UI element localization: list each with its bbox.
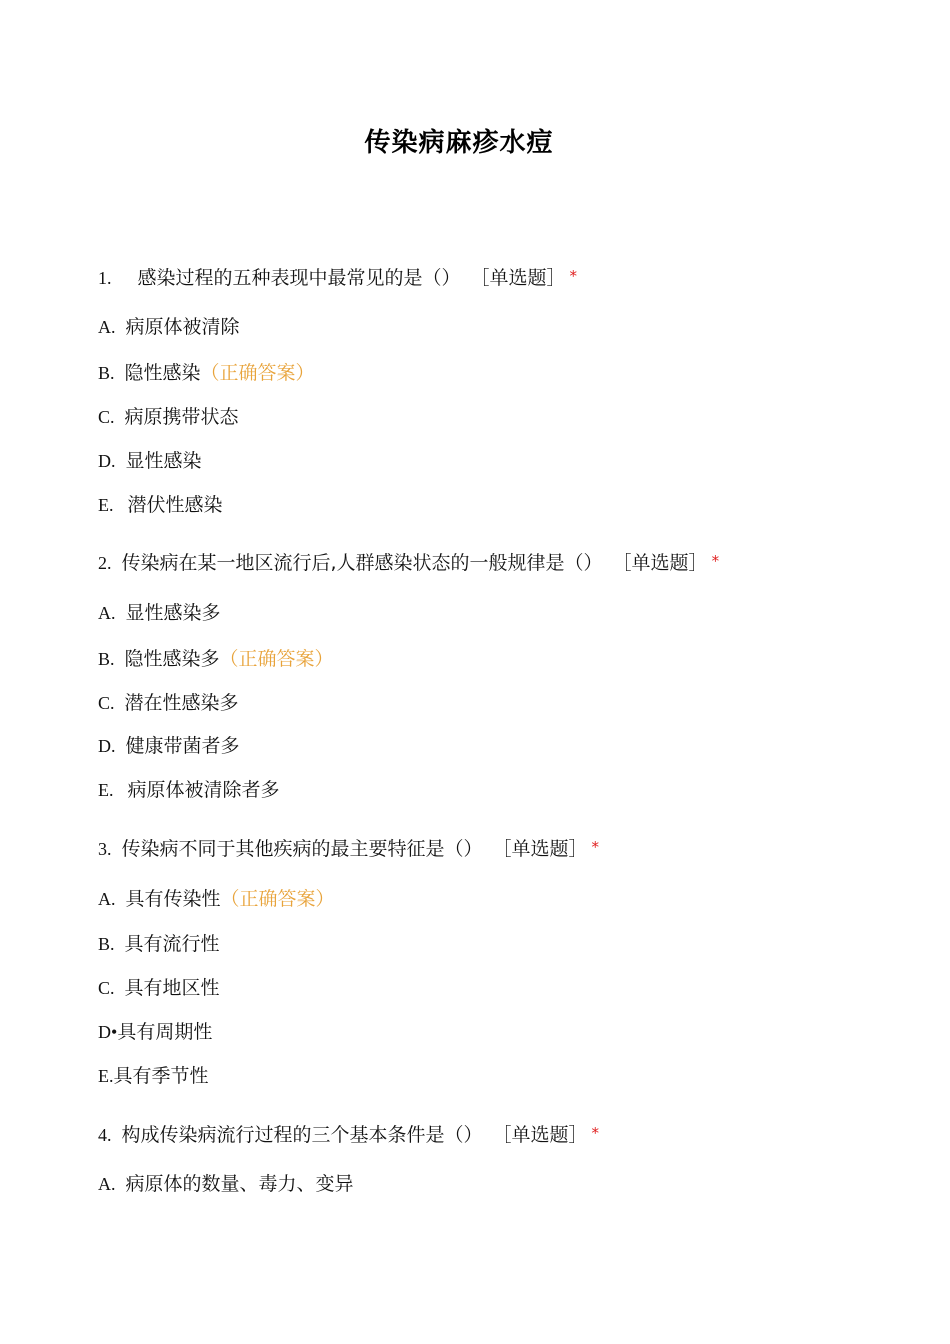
question-text: 传染病不同于其他疾病的最主要特征是（） [121, 838, 483, 860]
option-4a[interactable] [98, 1171, 354, 1197]
question-text: 传染病在某一地区流行后,人群感染状态的一般规律是（） [121, 552, 603, 574]
option-label: C. [98, 693, 115, 713]
option-label: D. [98, 736, 116, 756]
option-label: E. [98, 780, 114, 800]
option-label: D• [98, 1022, 118, 1042]
option-text: 具有周期性 [117, 1021, 213, 1043]
option-label: B. [98, 649, 115, 669]
option-1a[interactable] [98, 314, 240, 340]
correct-answer-tag: （正确答案） [219, 648, 334, 670]
option-text: 显性感染多 [125, 602, 221, 624]
required-marker: * [591, 1124, 600, 1142]
option-text: 病原体被清除者多 [127, 779, 280, 801]
option-label: A. [98, 603, 116, 623]
option-2a[interactable] [98, 600, 221, 626]
question-number: 4. [98, 1125, 112, 1145]
required-marker: * [711, 552, 720, 570]
question-4 [98, 1120, 599, 1148]
option-1c[interactable] [98, 404, 239, 430]
option-text: 潜伏性感染 [127, 494, 223, 516]
option-1d[interactable] [98, 448, 202, 474]
question-2 [98, 548, 719, 576]
option-label: A. [98, 1174, 116, 1194]
option-text: 显性感染 [125, 450, 202, 472]
option-text: 病原体被清除 [125, 316, 240, 338]
option-2e[interactable] [98, 777, 280, 803]
option-label: B. [98, 363, 115, 383]
option-text: 隐性感染多 [124, 648, 220, 670]
question-number: 3. [98, 839, 112, 859]
correct-answer-tag: （正确答案） [200, 362, 315, 384]
option-label: D. [98, 451, 116, 471]
question-number: 1. [98, 268, 112, 288]
option-text: 具有传染性 [125, 888, 221, 910]
option-label: E. [98, 1066, 114, 1086]
option-text: 潜在性感染多 [124, 692, 239, 714]
required-marker: * [591, 838, 600, 856]
question-type-tag: ［单选题］ [492, 838, 588, 860]
option-2d[interactable] [98, 733, 240, 759]
option-1b[interactable] [98, 360, 315, 386]
option-label: E. [98, 495, 114, 515]
option-text: 具有季节性 [113, 1065, 209, 1087]
required-marker: * [569, 267, 578, 285]
question-type-tag: ［单选题］ [492, 1124, 588, 1146]
option-2c[interactable] [98, 690, 239, 716]
option-label: A. [98, 317, 116, 337]
option-3b[interactable] [98, 931, 220, 957]
option-2b[interactable] [98, 646, 334, 672]
option-text: 病原体的数量、毒力、变异 [125, 1173, 354, 1195]
option-text: 具有流行性 [124, 933, 220, 955]
question-type-tag: ［单选题］ [470, 267, 566, 289]
question-number: 2. [98, 553, 112, 573]
option-text: 隐性感染 [124, 362, 201, 384]
question-1 [98, 263, 577, 291]
option-3a[interactable] [98, 886, 335, 912]
option-label: C. [98, 407, 115, 427]
option-3d[interactable] [98, 1019, 212, 1045]
question-type-tag: ［单选题］ [612, 552, 708, 574]
option-text: 具有地区性 [124, 977, 220, 999]
option-text: 病原携带状态 [124, 406, 239, 428]
option-3e[interactable] [98, 1063, 209, 1089]
option-3c[interactable] [98, 975, 220, 1001]
question-3 [98, 834, 599, 862]
option-label: A. [98, 889, 116, 909]
option-1e[interactable] [98, 492, 223, 518]
option-label: C. [98, 978, 115, 998]
option-label: B. [98, 934, 115, 954]
question-text: 构成传染病流行过程的三个基本条件是（） [121, 1124, 483, 1146]
page-title: 传染病麻疹水痘 [364, 128, 554, 158]
question-text: 感染过程的五种表现中最常见的是（） [137, 267, 461, 289]
option-text: 健康带菌者多 [125, 735, 240, 757]
correct-answer-tag: （正确答案） [220, 888, 335, 910]
